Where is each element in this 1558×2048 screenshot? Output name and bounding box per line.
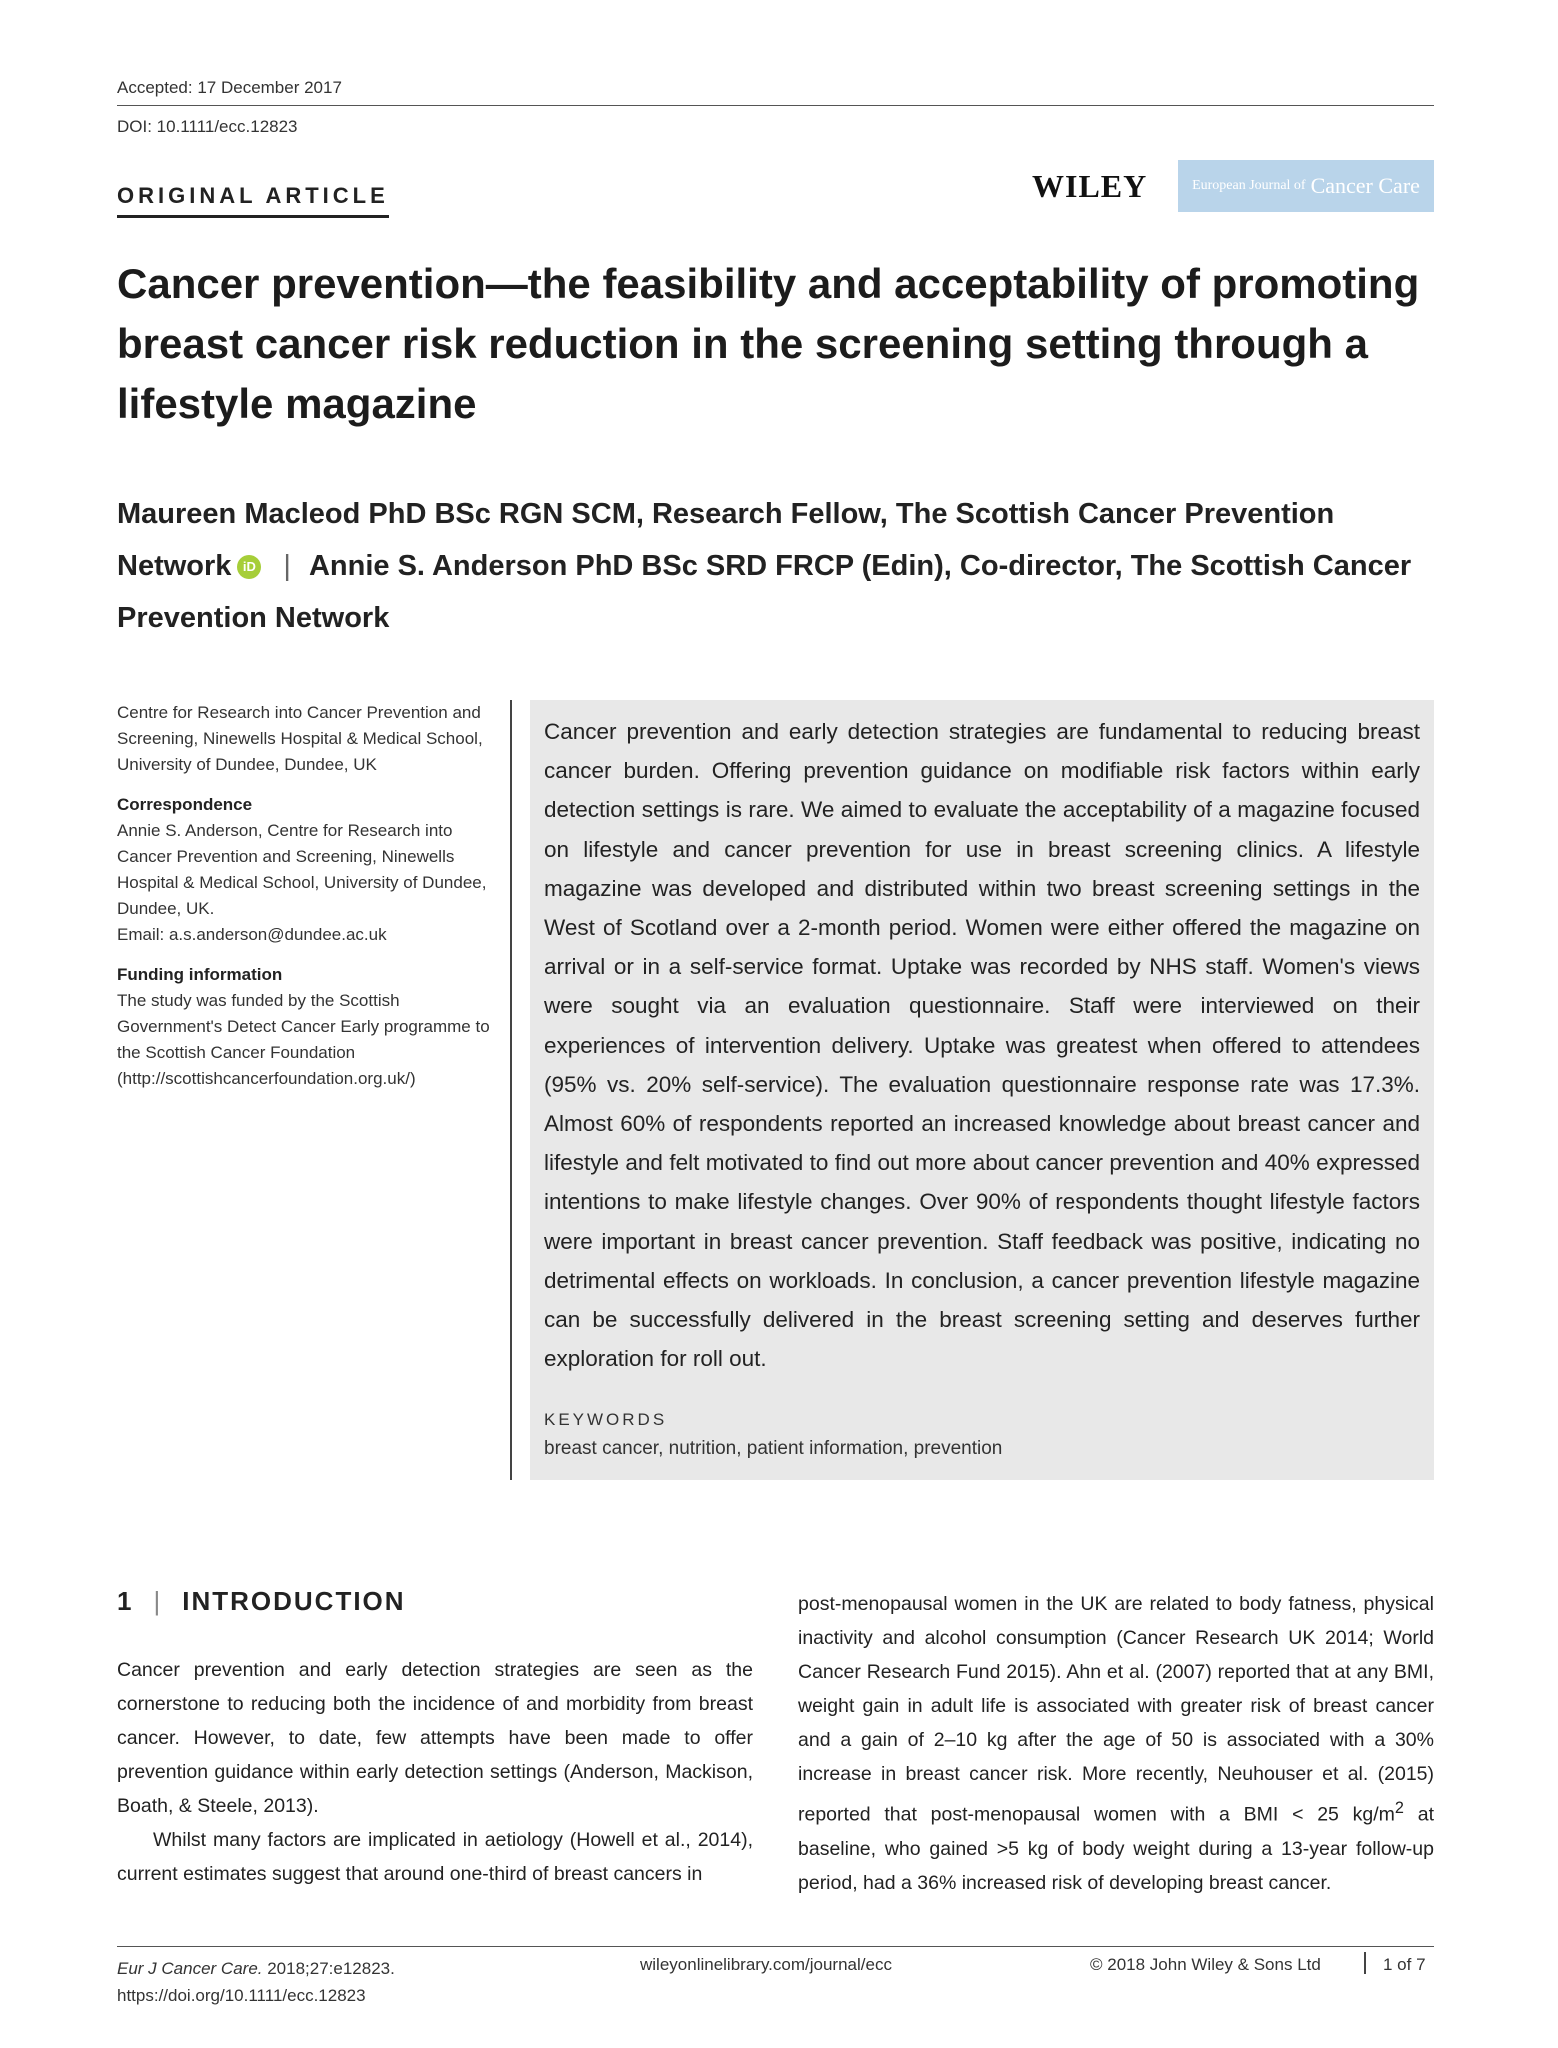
- abstract-box: [530, 700, 1434, 1480]
- funding-text: The study was funded by the Scottish Government's Detect Cancer Early programme to the Scottish Cancer Foundation (http://scottishcancerfoundation.org.uk/): [117, 991, 490, 1088]
- correspondence-heading: Correspondence: [117, 795, 253, 814]
- abstract-text: Cancer prevention and early detection strategies are fundamental to reducing breast cancer burden. Offering prevention guidance on modifiable risk factors within early detection settings is rare. We aimed to evaluate the acceptability of a magazine focused on lifestyle and cancer prevention for use in breast screening clinics. A lifestyle magazine was developed and distributed within two breast screening settings in the West of Scotland over a 2-month period. Women were either offered the magazine on arrival or in a self-service format. Uptake was recorded by NHS staff. Women's views were sought via an evaluation questionnaire. Staff were interviewed on their experiences of intervention delivery. Uptake was greatest when offered to attendees (95% vs. 20% self-service). The evaluation questionnaire response rate was 17.3%. Almost 60% of respondents reported an increased knowledge about breast cancer and lifestyle and felt motivated to find out more about cancer prevention and 40% expressed intentions to make lifestyle changes. Over 90% of respondents thought lifestyle factors were important in breast cancer prevention. Staff feedback was positive, indicating no detrimental effects on workloads. In conclusion, a cancer prevention lifestyle magazine can be successfully delivered in the breast screening setting and deserves further exploration for roll out.: [544, 719, 1420, 1372]
- intro-paragraph-2: Whilst many factors are implicated in aetiology (Howell et al., 2014), current estimates suggest that around one-third of breast cancers in: [117, 1829, 753, 1885]
- article-info-sidebar: [117, 700, 495, 1106]
- accepted-date: Accepted: 17 December 2017: [117, 78, 342, 97]
- footer-doi-link[interactable]: https://doi.org/10.1111/ecc.12823: [117, 1986, 366, 2005]
- sidebar-divider: [510, 700, 512, 1480]
- journal-logo-small-text: European Journal of: [1192, 178, 1306, 193]
- body-column-left: [117, 1653, 753, 1891]
- wiley-logo: WILEY: [1032, 168, 1148, 204]
- footer-copyright: © 2018 John Wiley & Sons Ltd: [1090, 1955, 1321, 1974]
- section-heading: [117, 1586, 406, 1617]
- intro-paragraph-3: [798, 1587, 1434, 1900]
- orcid-icon[interactable]: iD: [237, 555, 261, 579]
- correspondence-email[interactable]: Email: a.s.anderson@dundee.ac.uk: [117, 925, 387, 944]
- footer-divider: [117, 1946, 1434, 1947]
- correspondence-block: [117, 792, 495, 948]
- section-number: 1: [117, 1586, 134, 1616]
- funding-heading: Funding information: [117, 965, 283, 984]
- footer-separator: [1364, 1952, 1366, 1974]
- intro-paragraph-1: Cancer prevention and early detection strategies are seen as the cornerstone to reducing both the incidence of and morbidity from breast cancer. However, to date, few attempts have been made to offer prevention guidance within early detection settings (Anderson, Mackison, Boath, & Steele, 2013).: [117, 1659, 753, 1817]
- section-bar: |: [153, 1586, 161, 1616]
- body-column-right: [798, 1587, 1434, 1900]
- intro-paragraph-3-part-b: at baseline, who gained >5 kg of body weight during a 13-year follow-up period, had a 36% increased risk of developing breast cancer.: [798, 1803, 1434, 1894]
- footer-journal-abbrev: Eur J Cancer Care.: [117, 1959, 263, 1978]
- header-divider: [117, 105, 1434, 106]
- affiliation: Centre for Research into Cancer Prevention and Screening, Ninewells Hospital & Medical School, University of Dundee, Dundee, UK: [117, 703, 483, 774]
- intro-paragraph-3-part-a: post-menopausal women in the UK are related to body fatness, physical inactivity and alcohol consumption (Cancer Research UK 2014; World Cancer Research Fund 2015). Ahn et al. (2007) reported that at any BMI, weight gain in adult life is associated with greater risk of breast cancer and a gain of 2–10 kg after the age of 50 is associated with a 30% increase in breast cancer risk. More recently, Neuhouser et al. (2015) reported that post-menopausal women with a BMI < 25 kg/m: [798, 1593, 1434, 1826]
- footer-citation: [117, 1955, 395, 2009]
- funding-block: [117, 962, 495, 1092]
- section-title: INTRODUCTION: [182, 1586, 406, 1616]
- author-2: Annie S. Anderson PhD BSc SRD FRCP (Edin), Co-director, The Scottish Cancer Prevention Network: [117, 550, 1412, 634]
- author-list: [117, 488, 1447, 644]
- author-1: Maureen Macleod PhD BSc RGN SCM, Research Fellow, The Scottish Cancer Prevention Network: [117, 498, 1335, 582]
- article-type-label: ORIGINAL ARTICLE: [117, 183, 389, 218]
- keywords-list: breast cancer, nutrition, patient information, prevention: [544, 1438, 1003, 1460]
- footer-site-link[interactable]: wileyonlinelibrary.com/journal/ecc: [640, 1955, 892, 1974]
- journal-logo: [1178, 160, 1434, 212]
- doi-label: DOI: 10.1111/ecc.12823: [117, 117, 298, 136]
- footer-volume: 2018;27:e12823.: [262, 1959, 395, 1978]
- author-separator: |: [283, 550, 291, 582]
- page-number: 1 of 7: [1383, 1955, 1426, 1974]
- journal-logo-big-text: Cancer Care: [1310, 173, 1420, 198]
- article-title: Cancer prevention—the feasibility and acceptability of promoting breast cancer risk reduction in the screening setting through a lifestyle magazine: [117, 260, 1420, 427]
- correspondence-text: Annie S. Anderson, Centre for Research into Cancer Prevention and Screening, Ninewells Hospital & Medical School, University of Dundee, Dundee, UK.: [117, 821, 487, 918]
- superscript-2: 2: [1394, 1799, 1404, 1817]
- keywords-heading: KEYWORDS: [544, 1410, 668, 1430]
